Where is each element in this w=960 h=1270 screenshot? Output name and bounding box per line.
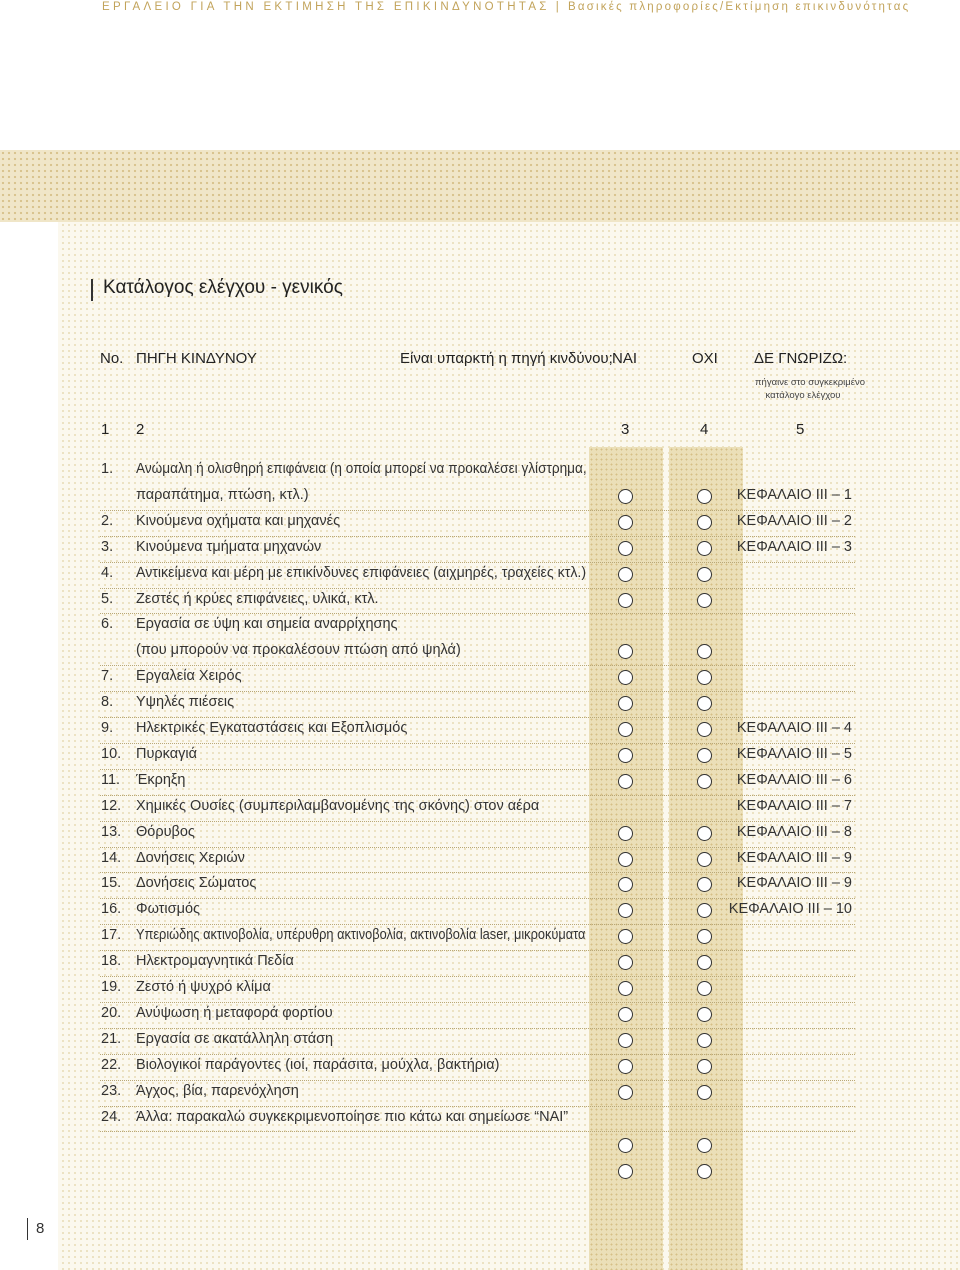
row-separator	[100, 743, 855, 744]
row-number: 16.	[101, 901, 122, 918]
row-separator	[100, 1002, 855, 1003]
no-radio[interactable]	[697, 748, 712, 763]
row-number: 8.	[101, 694, 114, 711]
page-number-marker	[27, 1218, 28, 1240]
column-number-5: 5	[796, 421, 805, 438]
row-hazard-text: Ζεστό ή ψυχρό κλίμα	[136, 979, 271, 995]
no-radio[interactable]	[697, 1007, 712, 1022]
row-hazard-text: Έκρηξη	[136, 771, 186, 788]
row-number: 21.	[101, 1030, 122, 1047]
title-bar-marker	[91, 279, 93, 301]
yes-radio[interactable]	[618, 722, 633, 737]
row-separator	[100, 976, 855, 977]
row-number: 19.	[101, 979, 122, 995]
row-separator	[100, 924, 855, 925]
row-number: 14.	[101, 849, 122, 866]
column-number-1: 1	[101, 421, 110, 438]
chapter-reference: ΚΕΦΑΛΑΙΟ ΙΙΙ – 8	[736, 823, 852, 840]
no-radio[interactable]	[697, 955, 712, 970]
row-number: 18.	[101, 953, 122, 970]
row-separator	[100, 717, 855, 718]
column-header-dont-know-note-line-2: κατάλογο ελέγχου	[765, 390, 841, 401]
chapter-reference: ΚΕΦΑΛΑΙΟ ΙΙΙ – 9	[736, 849, 852, 866]
row-number: 1.	[101, 461, 114, 477]
column-header-dont-know-note-line-1: πήγαινε στο συγκεκριμένο	[755, 377, 866, 388]
row-hazard-text: παραπάτημα, πτώση, κτλ.)	[136, 486, 309, 503]
row-number: 11.	[101, 771, 121, 788]
row-separator	[100, 847, 855, 848]
yes-radio[interactable]	[618, 489, 633, 504]
row-hazard-text: (που μπορούν να προκαλέσουν πτώση από ψηλά)	[136, 642, 461, 659]
no-radio[interactable]	[697, 981, 712, 996]
yes-radio[interactable]	[618, 748, 633, 763]
row-number: 22.	[101, 1056, 122, 1073]
row-hazard-text: Φωτισμός	[136, 901, 200, 918]
row-number: 13.	[101, 823, 122, 840]
row-number: 2.	[101, 512, 114, 529]
row-hazard-text: Εργασία σε ύψη και σημεία αναρρίχησης	[136, 616, 398, 633]
column-number-4: 4	[700, 421, 709, 438]
row-number: 10.	[101, 745, 122, 762]
no-radio[interactable]	[697, 1059, 712, 1074]
chapter-reference: ΚΕΦΑΛΑΙΟ ΙΙΙ – 1	[736, 486, 852, 503]
column-header-source: ΠΗΓΗ ΚΙΝΔΥΝΟΥ	[136, 350, 257, 367]
page-title: Κατάλογος ελέγχου - γενικός	[103, 277, 343, 298]
column-header-yes: ΝΑΙ	[612, 350, 638, 367]
row-number: 6.	[101, 616, 114, 633]
row-hazard-text: Ανώμαλη ή ολισθηρή επιφάνεια (η οποία μπορεί να προκαλέσει γλίστρημα,	[136, 461, 587, 477]
page-number: 8	[36, 1220, 45, 1237]
no-radio[interactable]	[697, 489, 712, 504]
no-radio[interactable]	[697, 696, 712, 711]
row-separator	[100, 872, 855, 873]
row-number: 15.	[101, 875, 122, 892]
column-header-dont-know: ΔΕ ΓΝΩΡΙΖΩ:	[754, 350, 848, 367]
row-separator	[100, 950, 855, 951]
row-separator	[100, 536, 855, 537]
yes-radio[interactable]	[618, 955, 633, 970]
row-hazard-text: Ζεστές ή κρύες επιφάνειες, υλικά, κτλ.	[136, 590, 379, 607]
row-number: 24.	[101, 1108, 122, 1125]
column-header-question: Είναι υπαρκτή η πηγή κινδύνου;	[400, 350, 613, 367]
row-separator	[100, 613, 855, 614]
row-hazard-text: Υπεριώδης ακτινοβολία, υπέρυθρη ακτινοβολία, ακτινοβολία laser, μικροκύματα	[136, 927, 586, 944]
yes-radio[interactable]	[618, 567, 633, 582]
yes-radio[interactable]	[618, 852, 633, 867]
yes-radio[interactable]	[618, 826, 633, 841]
no-radio[interactable]	[697, 774, 712, 789]
row-hazard-text: Κινούμενα τμήματα μηχανών	[136, 538, 322, 555]
row-separator	[100, 1080, 855, 1081]
yes-radio[interactable]	[618, 1059, 633, 1074]
row-hazard-text: Χημικές Ουσίες (συμπεριλαμβανομένης της σκόνης) στον αέρα	[136, 797, 540, 814]
row-hazard-text: Ηλεκτρομαγνητικά Πεδία	[136, 953, 294, 970]
row-hazard-text: Άγχος, βία, παρενόχληση	[136, 1082, 299, 1099]
row-hazard-text: Θόρυβος	[136, 823, 195, 840]
row-separator	[100, 821, 855, 822]
row-number: 23.	[101, 1082, 122, 1099]
running-header-subtitle: Βασικές πληροφορίες/Εκτίμηση επικινδυνότητας	[568, 1, 911, 13]
yes-radio[interactable]	[618, 1033, 633, 1048]
row-number: 17.	[101, 927, 122, 944]
column-header-no: No.	[100, 350, 124, 367]
row-separator	[100, 1028, 855, 1029]
decorative-band	[0, 150, 960, 222]
no-radio[interactable]	[697, 1085, 712, 1100]
no-radio[interactable]	[697, 852, 712, 867]
row-hazard-text: Αντικείμενα και μέρη με επικίνδυνες επιφάνειες (αιχμηρές, τραχείες κτλ.)	[136, 564, 587, 581]
yes-radio[interactable]	[618, 696, 633, 711]
yes-radio[interactable]	[618, 593, 633, 608]
chapter-reference: ΚΕΦΑΛΑΙΟ ΙΙΙ – 10	[728, 901, 852, 918]
row-hazard-text: Δονήσεις Χεριών	[136, 849, 245, 866]
row-number: 12.	[101, 797, 122, 814]
column-header-no-answer: ΟΧΙ	[692, 350, 718, 367]
no-radio[interactable]	[697, 541, 712, 556]
row-hazard-text: Υψηλές πιέσεις	[136, 694, 235, 711]
row-number: 20.	[101, 1004, 122, 1021]
no-radio[interactable]	[697, 1033, 712, 1048]
chapter-reference: ΚΕΦΑΛΑΙΟ ΙΙΙ – 9	[736, 875, 852, 892]
row-hazard-text: Δονήσεις Σώματος	[136, 875, 257, 892]
yes-radio[interactable]	[618, 1085, 633, 1100]
row-hazard-text: Ανύψωση ή μεταφορά φορτίου	[136, 1004, 333, 1021]
left-margin	[0, 222, 58, 1270]
row-number: 7.	[101, 668, 114, 685]
no-radio[interactable]	[697, 722, 712, 737]
row-hazard-text: Εργαλεία Χειρός	[136, 668, 242, 685]
row-number: 9.	[101, 720, 114, 736]
row-hazard-text: Κινούμενα οχήματα και μηχανές	[136, 512, 341, 529]
row-separator	[100, 562, 855, 563]
yes-radio[interactable]	[618, 515, 633, 530]
no-radio[interactable]	[697, 515, 712, 530]
yes-radio[interactable]	[618, 981, 633, 996]
chapter-reference: ΚΕΦΑΛΑΙΟ ΙΙΙ – 5	[736, 745, 852, 762]
row-separator	[100, 691, 855, 692]
column-number-2: 2	[136, 421, 145, 438]
row-separator	[100, 588, 855, 589]
row-separator	[100, 1106, 855, 1107]
chapter-reference: ΚΕΦΑΛΑΙΟ ΙΙΙ – 4	[736, 720, 852, 736]
no-radio[interactable]	[697, 593, 712, 608]
row-separator	[100, 795, 855, 796]
row-number: 3.	[101, 538, 114, 555]
row-separator	[100, 898, 855, 899]
row-hazard-text: Άλλα: παρακαλώ συγκεκριμενοποίησε πιο κάτω και σημείωσε “ΝΑΙ”	[136, 1108, 569, 1125]
running-header	[102, 0, 910, 14]
column-number-3: 3	[621, 421, 630, 438]
row-separator	[100, 510, 855, 511]
yes-radio[interactable]	[618, 1007, 633, 1022]
row-separator	[100, 1054, 855, 1055]
running-header-separator: |	[555, 1, 563, 13]
row-number: 4.	[101, 564, 114, 581]
row-separator	[100, 1131, 855, 1132]
row-separator	[100, 769, 855, 770]
yes-radio[interactable]	[618, 774, 633, 789]
no-radio[interactable]	[697, 826, 712, 841]
row-number: 5.	[101, 590, 114, 607]
row-hazard-text: Βιολογικοί παράγοντες (ιοί, παράσιτα, μούχλα, βακτήρια)	[136, 1056, 500, 1073]
chapter-reference: ΚΕΦΑΛΑΙΟ ΙΙΙ – 6	[736, 771, 852, 788]
no-radio[interactable]	[697, 567, 712, 582]
chapter-reference: ΚΕΦΑΛΑΙΟ ΙΙΙ – 7	[736, 797, 852, 814]
row-separator	[100, 665, 855, 666]
row-hazard-text: Εργασία σε ακατάλληλη στάση	[136, 1030, 334, 1047]
chapter-reference: ΚΕΦΑΛΑΙΟ ΙΙΙ – 3	[736, 538, 852, 555]
yes-radio[interactable]	[618, 541, 633, 556]
row-hazard-text: Πυρκαγιά	[136, 745, 197, 762]
running-header-title: ΕΡΓΑΛΕΙΟ ΓΙΑ ΤΗΝ ΕΚΤΙΜΗΣΗ ΤΗΣ ΕΠΙΚΙΝΔΥΝΟΤΗΤΑΣ	[102, 1, 550, 13]
chapter-reference: ΚΕΦΑΛΑΙΟ ΙΙΙ – 2	[736, 512, 852, 529]
row-hazard-text: Ηλεκτρικές Εγκαταστάσεις και Εξοπλισμός	[136, 720, 408, 736]
